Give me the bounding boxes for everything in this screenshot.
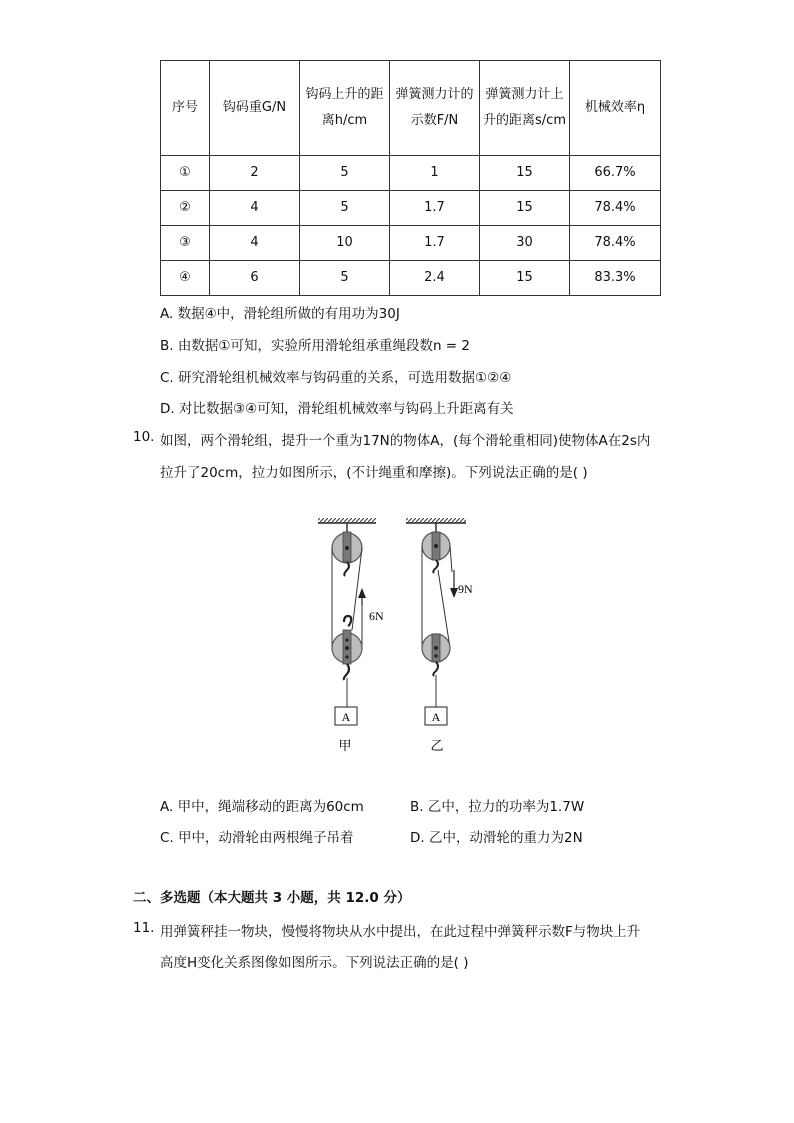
left-block-label: A: [341, 710, 351, 724]
right-rope-free: [450, 546, 452, 572]
left-fixed-axle: [345, 546, 349, 550]
table-header-row: [161, 61, 661, 156]
q10-stem-line1: 如图，两个滑轮组，提升一个重为17N的物体A，(每个滑轮重相同)使物体A在2s内: [160, 433, 651, 449]
q9-option-a: A. 数据④中，滑轮组所做的有用功为30J: [160, 306, 400, 322]
q9-option-d: D. 对比数据③④可知，滑轮组机械效率与钩码上升距离有关: [160, 401, 514, 417]
left-caption: 甲: [338, 738, 352, 753]
section-title: 二、多选题（本大题共 3 小题，共 12.0 分）: [133, 890, 411, 906]
table-cell: ①: [161, 156, 210, 191]
table-cell: ④: [161, 261, 210, 296]
table-cell: 2: [210, 156, 300, 191]
table-cell: 78.4%: [570, 191, 661, 226]
table-cell: 78.4%: [570, 226, 661, 261]
table-cell: 6: [210, 261, 300, 296]
pulley-figure: [300, 510, 500, 760]
header-distance: 弹簧测力计上升的距离s/cm: [480, 61, 570, 156]
right-arrow-head: [450, 588, 458, 598]
table-cell: 10: [300, 226, 390, 261]
left-hook-lower: [344, 664, 349, 680]
table-cell: 30: [480, 226, 570, 261]
table-cell: ③: [161, 226, 210, 261]
table-cell: 5: [300, 261, 390, 296]
table-cell: 5: [300, 191, 390, 226]
table-cell: 4: [210, 226, 300, 261]
right-caption: 乙: [430, 738, 444, 753]
table-cell: 1: [390, 156, 480, 191]
table-cell: 5: [300, 156, 390, 191]
table-cell: 1.7: [390, 191, 480, 226]
table-cell: 4: [210, 191, 300, 226]
table-row: [161, 191, 661, 226]
q10-number: 10.: [133, 429, 155, 445]
table-row: [161, 261, 661, 296]
table-cell: 1.7: [390, 226, 480, 261]
table-cell: 83.3%: [570, 261, 661, 296]
q9-option-c: C. 研究滑轮组机械效率与钩码重的关系，可选用数据①②④: [160, 370, 512, 386]
left-hook-mid: [344, 616, 351, 626]
q10-option-c: C. 甲中，动滑轮由两根绳子吊着: [160, 830, 354, 846]
header-index: 序号: [161, 61, 210, 156]
q10-option-a: A. 甲中，绳端移动的距离为60cm: [160, 799, 364, 815]
q11-number: 11.: [133, 920, 155, 936]
table-cell: ②: [161, 191, 210, 226]
left-hook-upper: [344, 562, 349, 576]
table-cell: 66.7%: [570, 156, 661, 191]
header-weight: 钩码重G/N: [210, 61, 300, 156]
left-arrow-head: [358, 588, 366, 598]
left-movable-axle: [345, 646, 349, 650]
q11-stem-line2: 高度H变化关系图像如图所示。下列说法正确的是( ): [160, 955, 469, 971]
header-efficiency: 机械效率η: [570, 61, 661, 156]
right-fixed-axle: [434, 544, 438, 548]
table-cell: 2.4: [390, 261, 480, 296]
table-cell: 15: [480, 191, 570, 226]
table-cell: 15: [480, 156, 570, 191]
q10-stem-line2: 拉升了20cm，拉力如图所示，(不计绳重和摩擦)。下列说法正确的是( ): [160, 465, 588, 481]
experiment-table: [160, 60, 661, 296]
right-movable-axle: [434, 646, 438, 650]
table-cell: 15: [480, 261, 570, 296]
q10-option-b: B. 乙中，拉力的功率为1.7W: [410, 799, 585, 815]
right-hook-lower: [433, 662, 438, 676]
left-force-label: 6N: [369, 609, 384, 623]
right-pulley-system: [406, 518, 473, 753]
right-force-label: 9N: [458, 582, 473, 596]
header-force: 弹簧测力计的示数F/N: [390, 61, 480, 156]
table-row: [161, 156, 661, 191]
left-pulley-system: [318, 518, 384, 753]
right-block-label: A: [431, 710, 441, 724]
right-hook-upper: [433, 560, 438, 573]
q10-option-d: D. 乙中，动滑轮的重力为2N: [410, 830, 583, 846]
table-row: [161, 226, 661, 261]
header-height: 钩码上升的距离h/cm: [300, 61, 390, 156]
q9-option-b: B. 由数据①可知，实验所用滑轮组承重绳段数n = 2: [160, 338, 470, 354]
q11-stem-line1: 用弹簧秤挂一物块，慢慢将物块从水中提出，在此过程中弹簧秤示数F与物块上升: [160, 924, 641, 940]
